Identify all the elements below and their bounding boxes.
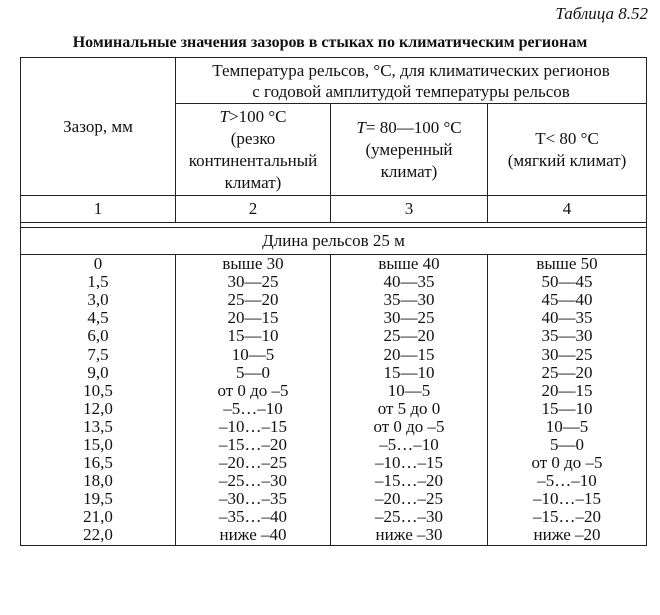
table-cell: выше 40 xyxy=(331,255,488,274)
table-cell: 15—10 xyxy=(488,400,647,418)
table-cell: 25—20 xyxy=(176,291,331,309)
header-gap-label: Зазор, мм xyxy=(63,117,133,136)
header-col4 xyxy=(488,104,647,196)
table-cell: от 5 до 0 xyxy=(331,400,488,418)
table-cell: 4,5 xyxy=(21,309,176,327)
table-cell: 21,0 xyxy=(21,508,176,526)
table-row xyxy=(21,526,647,545)
column-number: 4 xyxy=(488,196,647,223)
column-number: 3 xyxy=(331,196,488,223)
gap-table xyxy=(20,57,647,546)
header-col2-cond: >100 °С xyxy=(228,106,287,126)
table-cell: 25—20 xyxy=(488,364,647,382)
header-col2-line2: (резко xyxy=(230,128,276,148)
table-cell: 5—0 xyxy=(488,436,647,454)
table-row xyxy=(21,364,647,382)
table-cell: 0 xyxy=(21,255,176,274)
table-cell: 45—40 xyxy=(488,291,647,309)
header-col3-cond: = 80—100 °С xyxy=(365,117,462,137)
table-cell: 15,0 xyxy=(21,436,176,454)
table-cell: –5…–10 xyxy=(176,400,331,418)
header-row-group xyxy=(21,58,647,104)
header-group-line2: с годовой амплитудой температуры рельсов xyxy=(252,81,570,101)
table-cell: 6,0 xyxy=(21,327,176,345)
table-row xyxy=(21,490,647,508)
header-col3-t: T xyxy=(356,117,366,137)
table-cell: 10—5 xyxy=(331,382,488,400)
table-cell: 10—5 xyxy=(488,418,647,436)
table-cell: 20—15 xyxy=(488,382,647,400)
header-col4-line2: (мягкий климат) xyxy=(507,150,627,170)
header-group-line1: Температура рельсов, °С, для климатических регионов xyxy=(212,60,610,80)
table-cell: 22,0 xyxy=(21,526,176,545)
table-cell: ниже –30 xyxy=(331,526,488,545)
table-row xyxy=(21,382,647,400)
header-col2-t: T xyxy=(219,106,229,126)
table-cell: –10…–15 xyxy=(176,418,331,436)
table-cell: 20—15 xyxy=(331,345,488,363)
table-title: Номинальные значения зазоров в стыках по климатическим регионам xyxy=(72,34,588,51)
length-label: Длина рельсов 25 м xyxy=(21,228,647,255)
table-row xyxy=(21,454,647,472)
data-body xyxy=(21,255,647,546)
table-cell: –15…–20 xyxy=(331,472,488,490)
table-row xyxy=(21,345,647,363)
table-cell: 15—10 xyxy=(331,364,488,382)
table-cell: –20…–25 xyxy=(176,454,331,472)
header-col4-cond: Т< 80 °С xyxy=(535,128,599,148)
table-cell: выше 30 xyxy=(176,255,331,274)
table-number: Таблица 8.52 xyxy=(555,4,648,23)
column-number: 1 xyxy=(21,196,176,223)
table-row xyxy=(21,418,647,436)
table-cell: –20…–25 xyxy=(331,490,488,508)
header-group xyxy=(176,58,647,104)
table-row xyxy=(21,508,647,526)
table-cell: от 0 до –5 xyxy=(176,382,331,400)
column-number-row xyxy=(21,196,647,223)
table-cell: 3,0 xyxy=(21,291,176,309)
table-cell: 18,0 xyxy=(21,472,176,490)
table-cell: –35…–40 xyxy=(176,508,331,526)
table-cell: –15…–20 xyxy=(488,508,647,526)
table-cell: 30—25 xyxy=(176,273,331,291)
header-col3-line2: (умеренный xyxy=(365,139,453,159)
table-cell: 15—10 xyxy=(176,327,331,345)
table-row xyxy=(21,472,647,490)
table-cell: 5—0 xyxy=(176,364,331,382)
table-cell: выше 50 xyxy=(488,255,647,274)
table-cell: 40—35 xyxy=(331,273,488,291)
length-row xyxy=(21,228,647,255)
table-row xyxy=(21,327,647,345)
table-row xyxy=(21,273,647,291)
table-cell: 40—35 xyxy=(488,309,647,327)
table-row xyxy=(21,436,647,454)
table-cell: –10…–15 xyxy=(488,490,647,508)
table-cell: 19,5 xyxy=(21,490,176,508)
header-col3-line3: климат) xyxy=(380,161,438,181)
table-cell: 25—20 xyxy=(331,327,488,345)
table-cell: от 0 до –5 xyxy=(488,454,647,472)
table-cell: 30—25 xyxy=(488,345,647,363)
table-cell: от 0 до –5 xyxy=(331,418,488,436)
table-cell: –5…–10 xyxy=(331,436,488,454)
table-cell: –30…–35 xyxy=(176,490,331,508)
table-cell: 13,5 xyxy=(21,418,176,436)
table-cell: ниже –20 xyxy=(488,526,647,545)
table-cell: –5…–10 xyxy=(488,472,647,490)
table-cell: ниже –40 xyxy=(176,526,331,545)
header-col2-line4: климат) xyxy=(224,172,282,192)
table-cell: 20—15 xyxy=(176,309,331,327)
header-col2-line3: континентальный xyxy=(188,150,318,170)
table-cell: –15…–20 xyxy=(176,436,331,454)
table-cell: 35—30 xyxy=(488,327,647,345)
table-cell: 10,5 xyxy=(21,382,176,400)
table-cell: 35—30 xyxy=(331,291,488,309)
table-cell: 9,0 xyxy=(21,364,176,382)
table-cell: –25…–30 xyxy=(176,472,331,490)
header-col3 xyxy=(331,104,488,196)
table-cell: –10…–15 xyxy=(331,454,488,472)
table-cell: –25…–30 xyxy=(331,508,488,526)
table-row xyxy=(21,291,647,309)
table-row xyxy=(21,309,647,327)
header-gap xyxy=(21,58,176,196)
table-cell: 50—45 xyxy=(488,273,647,291)
table-cell: 10—5 xyxy=(176,345,331,363)
table-row xyxy=(21,400,647,418)
table-cell: 30—25 xyxy=(331,309,488,327)
table-cell: 1,5 xyxy=(21,273,176,291)
table-cell: 7,5 xyxy=(21,345,176,363)
header-col2 xyxy=(176,104,331,196)
table-cell: 16,5 xyxy=(21,454,176,472)
table-cell: 12,0 xyxy=(21,400,176,418)
column-number: 2 xyxy=(176,196,331,223)
table-row xyxy=(21,255,647,274)
